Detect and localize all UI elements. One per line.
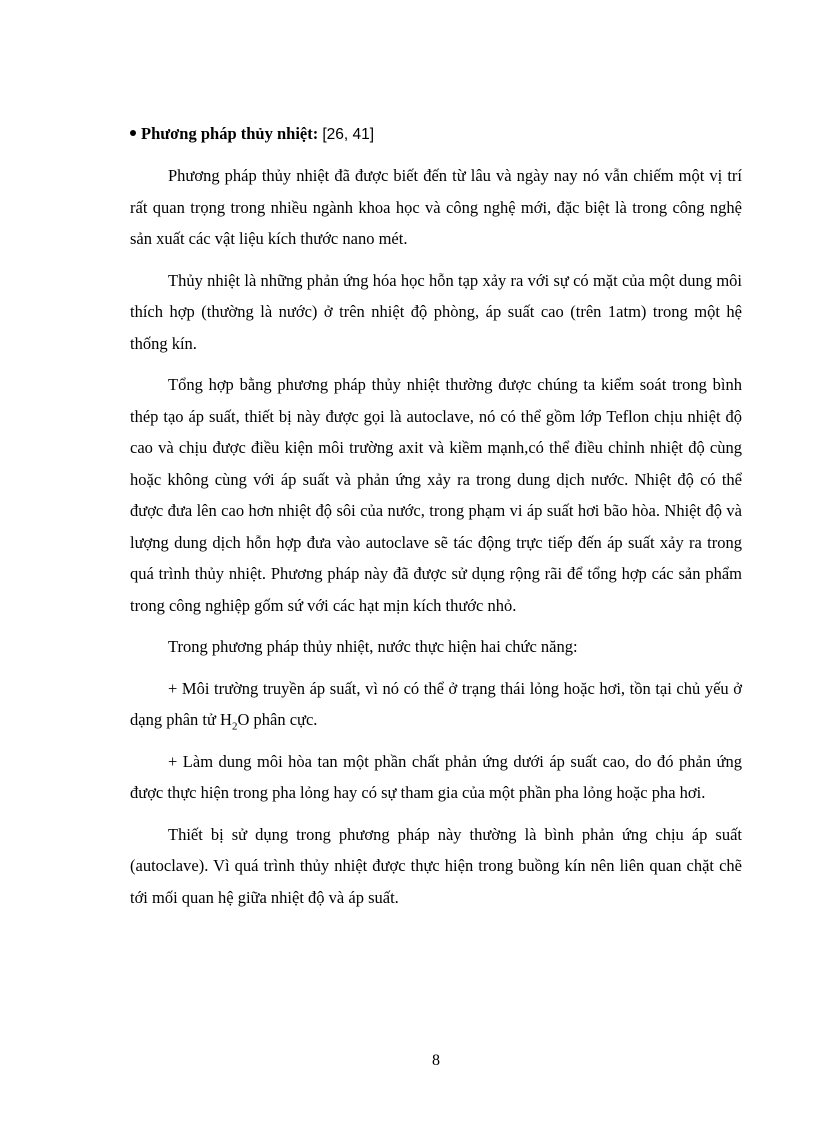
paragraph-equipment: Thiết bị sử dụng trong phương pháp này thường là bình phản ứng chịu áp suất (autoclave). Vì quá trình thủy nhiệt được thực hiện trong buồng kín nên liên quan chặt chẽ tới mối quan hệ giữa nhiệt độ và áp suất. [130, 824, 742, 907]
paragraph-definition: Thủy nhiệt là những phản ứng hóa học hỗn tạp xảy ra với sự có mặt của một dung môi thích hợp (thường là nước) ở trên nhiệt độ phòng, áp suất cao (trên 1atm) trong một hệ thống kín. [130, 270, 742, 353]
bullet-icon [130, 130, 136, 136]
paragraph-functions-intro: Trong phương pháp thủy nhiệt, nước thực hiện hai chức năng: [168, 637, 578, 656]
list-item-1-tail: O phân cực. [237, 710, 318, 729]
heading-reference: [26, 41] [322, 126, 375, 143]
paragraph-autoclave: Tổng hợp bằng phương pháp thủy nhiệt thường được chúng ta kiểm soát trong bình thép tạo áp suất, thiết bị này được gọi là autoclave, nó có thể gồm lớp Teflon chịu nhiệt độ cao và chịu được điều kiện môi trường axit và kiềm mạnh,có thể điều chỉnh nhiệt độ cùng hoặc không cùng với áp suất và phản ứng xảy ra trong dung dịch nước. Nhiệt độ có thể được đưa lên cao hơn nhiệt độ sôi của nước, trong phạm vi áp suất hơi bão hòa. Nhiệt độ và lượng dung dịch hỗn hợp đưa vào autoclave sẽ tác động trực tiếp đến áp suất xảy ra trong quá trình thủy nhiệt. Phương pháp này đã được sử dụng rộng rãi để tổng hợp các sản phẩm trong công nghiệp gốm sứ với các hạt mịn kích thước nhỏ. [130, 375, 742, 615]
page-number: 8 [432, 1052, 440, 1069]
section-heading [130, 118, 742, 150]
paragraph-intro: Phương pháp thủy nhiệt đã được biết đến từ lâu và ngày nay nó vẫn chiếm một vị trí rất quan trọng trong nhiều ngành khoa học và công nghệ mới, đặc biệt là trong công nghệ sản xuất các vật liệu kích thước nano mét. [130, 166, 742, 248]
document-page [130, 118, 742, 923]
heading-label: Phương pháp thủy nhiệt: [141, 124, 319, 143]
list-item-pressure-medium [130, 673, 742, 736]
list-item-solvent: + Làm dung môi hòa tan một phần chất phản ứng dưới áp suất cao, do đó phản ứng được thực hiện trong pha lỏng hay có sự tham gia của một phần pha lỏng hoặc pha hơi. [130, 751, 742, 802]
subscript-2: 2 [231, 720, 238, 733]
list-item-1-text: + Môi trường truyền áp suất, vì nó có thể ở trạng thái lỏng hoặc hơi, tồn tại chủ yếu ở dạng phân tử H [130, 678, 742, 729]
